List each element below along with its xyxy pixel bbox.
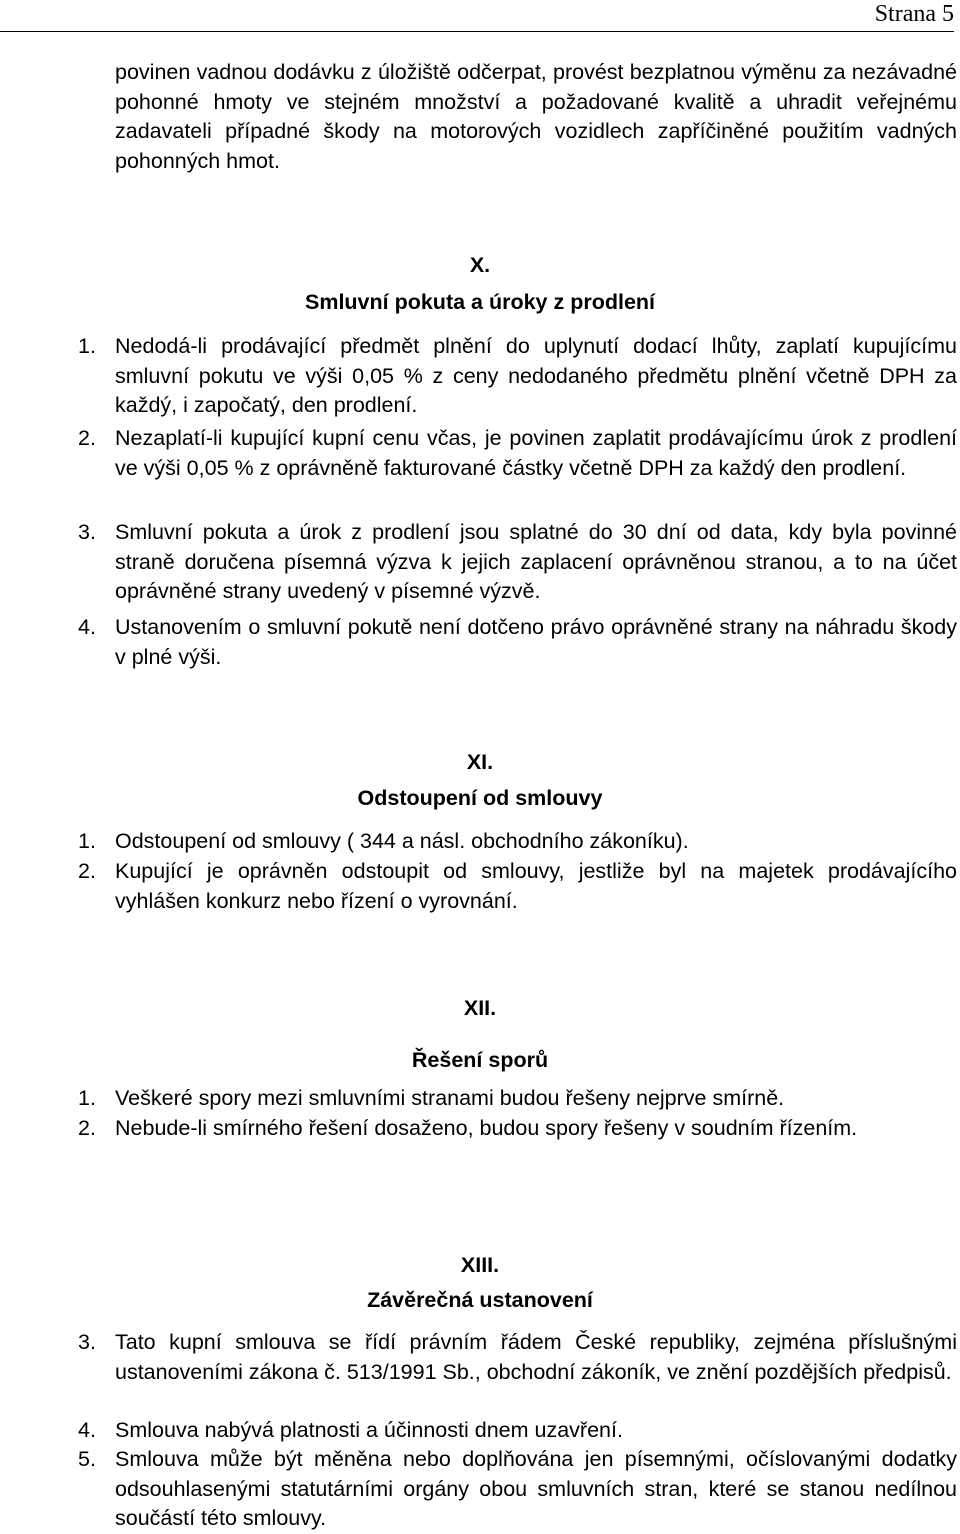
section-xii-title: Řešení sporů (411, 1048, 549, 1072)
section-x-item-3 (78, 518, 957, 607)
item-number: 3. (78, 1330, 96, 1354)
section-x-item-4 (78, 613, 957, 672)
item-text: Nezaplatí-li kupující kupní cenu včas, je povinen zaplatit prodávajícímu úrok z prodlení ve výši 0,05 % z oprávněně fakturované částky včetně DPH za každý den prodlení. (115, 426, 957, 480)
item-number: 5. (78, 1447, 96, 1471)
item-number: 3. (78, 520, 96, 544)
section-x-item-2 (78, 424, 957, 483)
section-xiii-item-3 (78, 1328, 957, 1387)
page-header (0, 0, 960, 34)
item-text: Veškeré spory mezi smluvními stranami budou řešeny nejprve smírně. (115, 1086, 785, 1110)
item-text: Kupující je oprávněn odstoupit od smlouvy, jestliže byl na majetek prodávajícího vyhlášen konkurz nebo řízení o vyrovnání. (115, 859, 957, 913)
section-xii-item-1 (78, 1084, 957, 1114)
item-number: 1. (78, 829, 96, 853)
header-rule (0, 31, 954, 32)
item-number: 2. (78, 1116, 96, 1140)
section-xii-number: XII. (463, 996, 497, 1020)
item-text: Nedodá-li prodávající předmět plnění do uplynutí dodací lhůty, zaplatí kupujícímu smluvní pokutu ve výši 0,05 % z ceny nedodaného předmětu plnění včetně DPH za každý, i započatý, den prodlení. (115, 334, 957, 417)
section-xi-item-1 (78, 827, 957, 857)
item-text: Ustanovením o smluvní pokutě není dotčeno právo oprávněné strany na náhradu škody v plné výši. (115, 615, 957, 669)
section-xiii-title: Závěrečná ustanovení (367, 1288, 593, 1312)
section-xiii-item-4 (78, 1416, 957, 1446)
item-number: 2. (78, 859, 96, 883)
item-text: Smlouva může být měněna nebo doplňována jen písemnými, očíslovanými dodatky odsouhlasenými statutárními orgány obou smluvních stran, které se stanou nedílnou součástí této smlouvy. (115, 1447, 957, 1530)
section-xiii-number: XIII. (460, 1253, 500, 1277)
section-xii-item-2 (78, 1114, 957, 1144)
item-number: 2. (78, 426, 96, 450)
item-text: Tato kupní smlouva se řídí právním řádem České republiky, zejména příslušnými ustanoveními zákona č. 513/1991 Sb., obchodní zákoník, ve znění pozdějších předpisů. (115, 1330, 957, 1384)
item-number: 4. (78, 615, 96, 639)
section-xiii-item-5 (78, 1445, 957, 1534)
item-number: 4. (78, 1418, 96, 1442)
item-text: Nebude-li smírného řešení dosaženo, budou spory řešeny v soudním řízením. (115, 1116, 858, 1140)
item-number: 1. (78, 1086, 96, 1110)
section-xi-title: Odstoupení od smlouvy (357, 786, 603, 810)
section-x-title: Smluvní pokuta a úroky z prodlení (304, 290, 656, 314)
item-text: Odstoupení od smlouvy ( 344 a násl. obchodního zákoníku). (115, 829, 689, 853)
section-x-item-1 (78, 332, 957, 421)
section-x-number: X. (469, 253, 491, 277)
item-text: Smluvní pokuta a úrok z prodlení jsou splatné do 30 dní od data, kdy byla povinné straně doručena písemná výzva k jejich zaplacení oprávněnou stranou, a to na účet oprávněné strany uvedený v písemné výzvě. (115, 520, 957, 603)
section-xi-item-2 (78, 857, 957, 916)
item-number: 1. (78, 334, 96, 358)
intro-paragraph: povinen vadnou dodávku z úložiště odčerpat, provést bezplatnou výměnu za nezávadné pohonné hmoty ve stejném množství a požadované kvalitě a uhradit veřejnému zadavateli případné škody na motorových vozidlech zapříčiněné použitím vadných pohonných hmot. (115, 60, 957, 173)
item-text: Smlouva nabývá platnosti a účinnosti dnem uzavření. (115, 1418, 623, 1442)
section-xi-number: XI. (466, 750, 494, 774)
page-number: Strana 5 (874, 1, 954, 27)
